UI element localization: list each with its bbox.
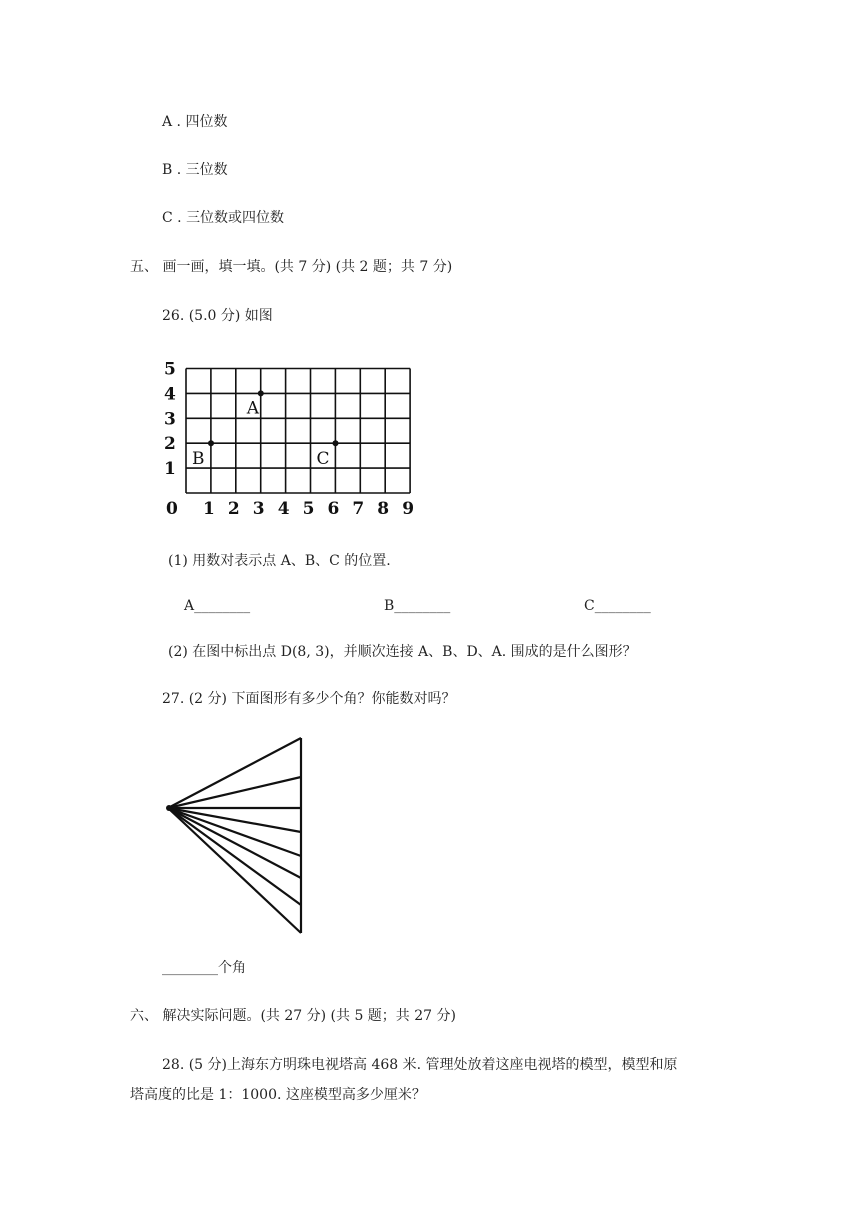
ray xyxy=(168,808,301,905)
question-28-line-2: 塔高度的比是 1：1000. 这座模型高多少厘米？ xyxy=(130,1087,426,1103)
y-tick-label: 2 xyxy=(164,434,176,455)
y-tick-label: 3 xyxy=(164,409,176,430)
x-tick-label: 2 xyxy=(227,499,240,519)
question-26-part-2: (2) 在图中标出点 D(8, 3)，并顺次连接 A、B、D、A. 围成的是什么图形？ xyxy=(168,644,637,660)
x-tick-label: 0 xyxy=(166,499,178,519)
x-tick-label: 5 xyxy=(302,499,315,519)
y-tick-label: 5 xyxy=(164,359,176,380)
choice-a: A . 四位数 xyxy=(162,114,228,130)
blank-b[interactable]: B________ xyxy=(384,598,451,614)
ray xyxy=(168,777,301,808)
section-5-title: 五、 画一画，填一填。(共 7 分) (共 2 题；共 7 分) xyxy=(130,259,453,275)
ray xyxy=(168,808,301,856)
question-26-header: 26. (5.0 分) 如图 xyxy=(162,308,273,324)
y-tick-label: 1 xyxy=(164,459,176,480)
apex-point xyxy=(166,805,172,811)
x-tick-label: 8 xyxy=(377,499,390,519)
x-tick-label: 4 xyxy=(277,499,290,519)
point-label-a: A xyxy=(246,398,260,419)
question-27-header: 27. (2 分) 下面图形有多少个角？你能数对吗？ xyxy=(162,691,456,707)
choice-c: C . 三位数或四位数 xyxy=(162,210,285,226)
blank-c[interactable]: C________ xyxy=(584,598,651,614)
section-6-title: 六、 解决实际问题。(共 27 分) (共 5 题；共 27 分) xyxy=(130,1008,456,1024)
question-27-answer[interactable]: ________个角 xyxy=(162,960,246,976)
ray xyxy=(168,808,301,832)
x-tick-label: 6 xyxy=(327,499,340,519)
point-label-b: B xyxy=(192,449,205,470)
x-tick-label: 3 xyxy=(252,499,265,519)
ray xyxy=(168,808,301,933)
y-tick-label: 4 xyxy=(164,384,176,405)
ray xyxy=(168,808,301,878)
question-26-part-1: (1) 用数对表示点 A、B、C 的位置. xyxy=(168,553,391,569)
blank-a[interactable]: A________ xyxy=(184,598,251,614)
point-label-c: C xyxy=(316,449,330,470)
x-tick-label: 9 xyxy=(402,499,415,519)
ray xyxy=(168,738,301,808)
x-tick-label: 7 xyxy=(352,499,365,519)
choice-b: B . 三位数 xyxy=(162,162,228,178)
question-28-line-1: 28. (5 分)上海东方明珠电视塔高 468 米. 管理处放着这座电视塔的模型，模型和原 xyxy=(162,1057,678,1073)
x-tick-label: 1 xyxy=(203,499,215,519)
